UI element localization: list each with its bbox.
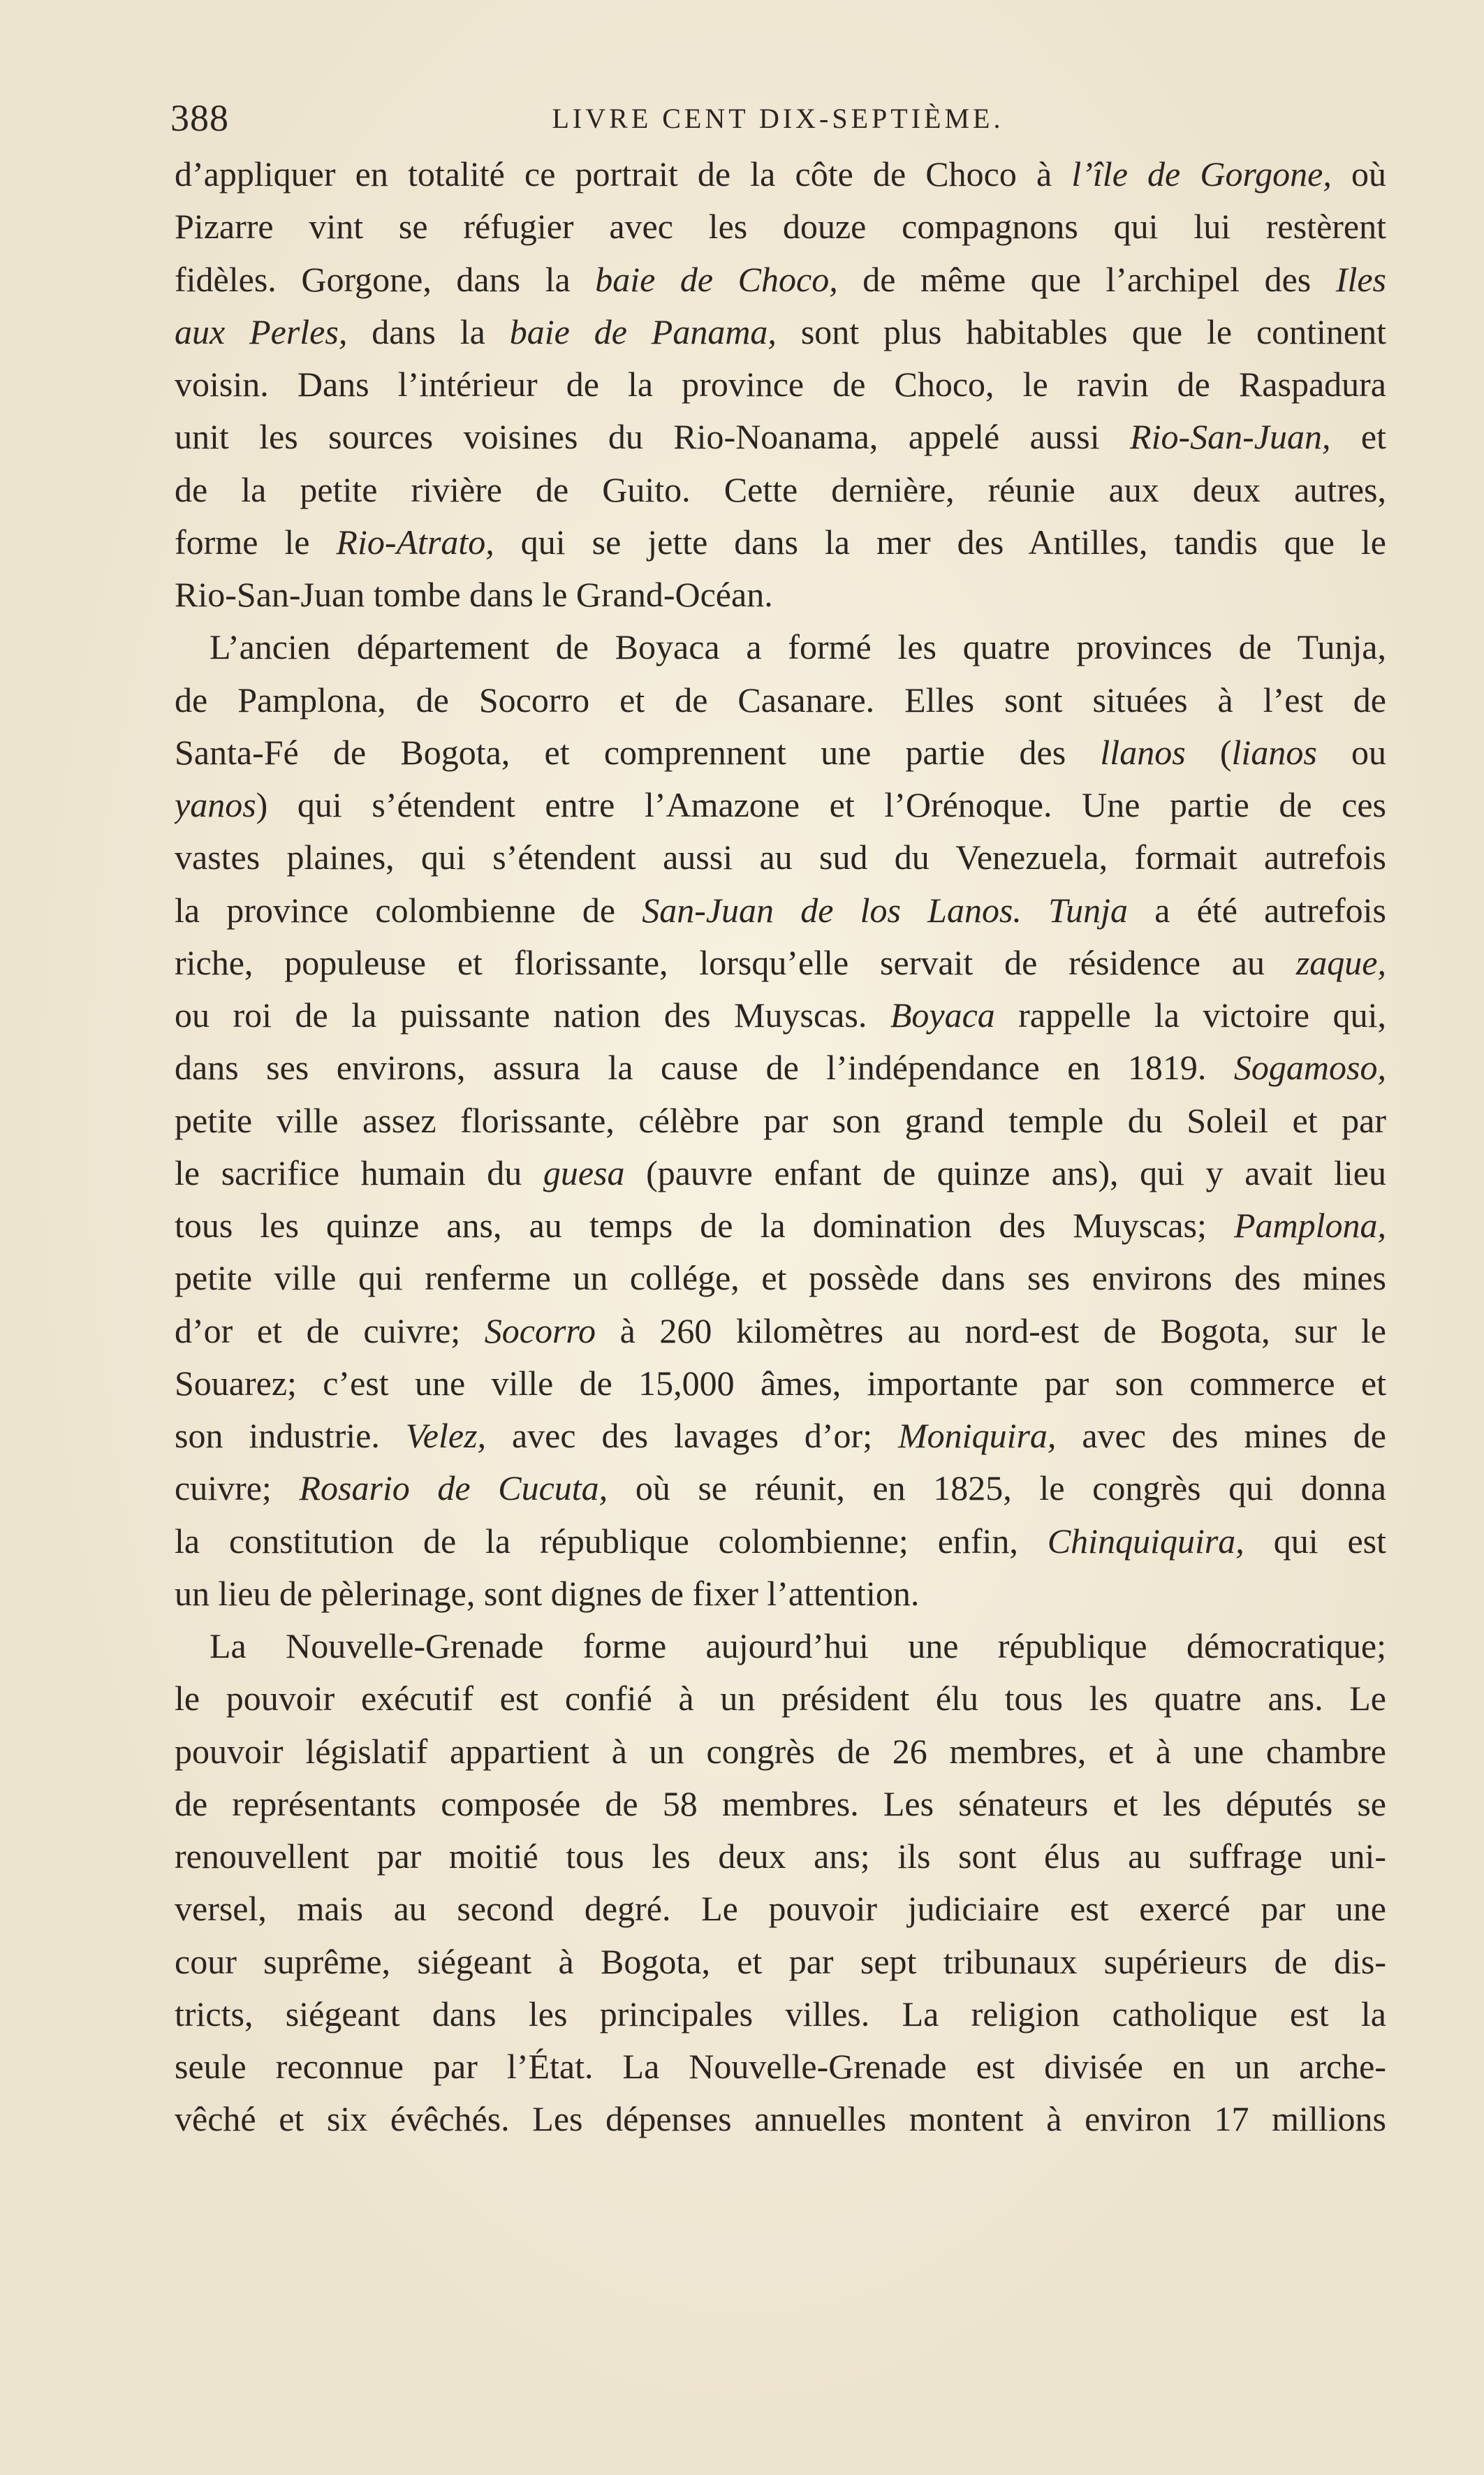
text-line bbox=[175, 937, 1386, 989]
text-segment: de même que l’archipel des bbox=[837, 259, 1336, 299]
italic-text: guesa bbox=[543, 1153, 625, 1192]
text-line bbox=[175, 1462, 1386, 1514]
italic-text: Pamplona, bbox=[1233, 1206, 1386, 1245]
text-segment: ( bbox=[1185, 732, 1232, 772]
text-segment: qui se jette dans la mer des Antilles, tandis que le bbox=[494, 522, 1386, 562]
text-segment: tous les quinze ans, au temps de la domination des Muyscas; bbox=[175, 1206, 1234, 1245]
text-line bbox=[175, 358, 1386, 411]
italic-text: Rio-Atrato, bbox=[336, 522, 494, 562]
text-line bbox=[175, 148, 1386, 200]
text-segment: ou bbox=[1316, 732, 1386, 772]
text-line bbox=[175, 1515, 1386, 1568]
italic-text: Moniquira, bbox=[898, 1416, 1057, 1455]
text-line bbox=[175, 1988, 1386, 2040]
running-head bbox=[170, 96, 1386, 145]
text-line bbox=[175, 254, 1386, 306]
running-title: LIVRE CENT DIX-SEPTIÈME. bbox=[552, 103, 1004, 134]
text-segment: qui est bbox=[1244, 1521, 1386, 1561]
text-line bbox=[175, 2093, 1386, 2145]
text-segment: où bbox=[1331, 154, 1386, 194]
text-segment: tricts, siégeant dans les principales villes. La religion catholique est la bbox=[175, 1994, 1386, 2034]
text-segment: cour suprême, siégeant à Bogota, et par sept tribunaux supérieurs de dis- bbox=[175, 1941, 1386, 1981]
text-line bbox=[175, 1568, 1386, 1620]
text-line bbox=[175, 989, 1386, 1042]
text-segment: sont plus habitables que le continent bbox=[776, 312, 1386, 351]
text-line bbox=[175, 306, 1386, 358]
text-segment: renouvellent par moitié tous les deux ans; ils sont élus au suffrage uni- bbox=[175, 1837, 1386, 1876]
italic-text: aux Perles, bbox=[175, 312, 348, 351]
italic-text: Sogamoso, bbox=[1233, 1048, 1386, 1088]
body-text bbox=[175, 148, 1386, 2146]
text-line bbox=[175, 674, 1386, 727]
text-segment: L’ancien département de Boyaca a formé les quatre provinces de Tunja, bbox=[210, 627, 1386, 667]
italic-text: Boyaca bbox=[890, 995, 995, 1035]
text-line bbox=[175, 464, 1386, 516]
text-line bbox=[175, 1936, 1386, 1988]
text-segment: (pauvre enfant de quinze ans), qui y avait lieu bbox=[624, 1153, 1386, 1192]
text-line bbox=[175, 621, 1386, 673]
italic-text: Chinquiquira, bbox=[1047, 1521, 1244, 1561]
italic-text: Rosario de Cucuta, bbox=[299, 1468, 608, 1508]
text-segment: Rio-San-Juan tombe dans le Grand-Océan. bbox=[175, 575, 773, 614]
text-line bbox=[175, 569, 1386, 621]
text-line bbox=[175, 1883, 1386, 1935]
text-segment: forme le bbox=[175, 522, 337, 562]
text-segment: et bbox=[1330, 417, 1386, 457]
text-segment: pouvoir législatif appartient à un congrès de 26 membres, et à une chambre bbox=[175, 1731, 1386, 1771]
text-segment: où se réunit, en 1825, le congrès qui donna bbox=[608, 1468, 1386, 1508]
text-segment: petite ville assez florissante, célèbre par son grand temple du Soleil et par bbox=[175, 1100, 1386, 1140]
italic-text: baie de Panama, bbox=[509, 312, 777, 351]
text-segment: Santa-Fé de Bogota, et comprennent une partie des bbox=[175, 732, 1101, 772]
text-line bbox=[175, 727, 1386, 779]
italic-text: l’île de Gorgone, bbox=[1071, 154, 1332, 194]
text-segment: Pizarre vint se réfugier avec les douze compagnons qui lui restèrent bbox=[175, 207, 1386, 247]
page-number: 388 bbox=[170, 97, 229, 139]
italic-text: Socorro bbox=[484, 1310, 596, 1350]
text-segment: seule reconnue par l’État. La Nouvelle-Grenade est divisée en un arche- bbox=[175, 2047, 1386, 2086]
text-line bbox=[175, 1830, 1386, 1883]
text-segment: de représentants composée de 58 membres. Les sénateurs et les députés se bbox=[175, 1783, 1386, 1823]
text-line bbox=[175, 1357, 1386, 1410]
text-segment: petite ville qui renferme un collége, et possède dans ses environs des mines bbox=[175, 1258, 1386, 1298]
text-line bbox=[175, 1252, 1386, 1304]
text-segment: riche, populeuse et florissante, lorsqu’elle servait de résidence au bbox=[175, 942, 1296, 982]
text-segment: vastes plaines, qui s’étendent aussi au sud du Venezuela, formait autrefois bbox=[175, 838, 1386, 877]
text-segment: la constitution de la république colombienne; enfin, bbox=[175, 1521, 1048, 1561]
italic-text: Velez, bbox=[405, 1416, 487, 1455]
text-line bbox=[175, 1672, 1386, 1725]
text-segment: ) qui s’étendent entre l’Amazone et l’Orénoque. Une partie de ces bbox=[256, 785, 1386, 824]
text-segment: dans ses environs, assura la cause de l’indépendance en 1819. bbox=[175, 1048, 1234, 1088]
text-segment: voisin. Dans l’intérieur de la province de Choco, le ravin de Raspadura bbox=[175, 365, 1386, 404]
text-line bbox=[175, 884, 1386, 937]
text-line bbox=[175, 1199, 1386, 1252]
text-line bbox=[175, 1095, 1386, 1147]
italic-text: lianos bbox=[1231, 732, 1317, 772]
text-segment: La Nouvelle-Grenade forme aujourd’hui une république démocratique; bbox=[210, 1626, 1386, 1665]
italic-text: Rio-San-Juan, bbox=[1130, 417, 1331, 457]
text-segment: d’appliquer en totalité ce portrait de la côte de Choco à bbox=[175, 154, 1072, 194]
text-segment: unit les sources voisines du Rio-Noanama, appelé aussi bbox=[175, 417, 1131, 457]
text-segment: avec des lavages d’or; bbox=[486, 1416, 899, 1455]
text-line bbox=[175, 2040, 1386, 2093]
italic-text: Iles bbox=[1335, 259, 1386, 299]
text-segment: Souarez; c’est une ville de 15,000 âmes, importante par son commerce et bbox=[175, 1363, 1386, 1403]
text-line bbox=[175, 1620, 1386, 1672]
text-segment: de Pamplona, de Socorro et de Casanare. Elles sont situées à l’est de bbox=[175, 680, 1386, 720]
text-line bbox=[175, 1147, 1386, 1199]
text-segment: de la petite rivière de Guito. Cette dernière, réunie aux deux autres, bbox=[175, 469, 1386, 509]
text-segment: d’or et de cuivre; bbox=[175, 1310, 485, 1350]
italic-text: San-Juan de los Lanos. Tunja bbox=[642, 890, 1129, 930]
text-line bbox=[175, 1305, 1386, 1357]
italic-text: llanos bbox=[1100, 732, 1186, 772]
text-segment: le pouvoir exécutif est confié à un président élu tous les quatre ans. Le bbox=[175, 1679, 1386, 1718]
text-line bbox=[175, 779, 1386, 831]
text-line bbox=[175, 831, 1386, 884]
italic-text: zaque, bbox=[1295, 942, 1386, 982]
text-line bbox=[175, 1778, 1386, 1830]
text-segment: a été autrefois bbox=[1128, 890, 1386, 930]
italic-text: baie de Choco, bbox=[595, 259, 838, 299]
text-line bbox=[175, 1725, 1386, 1778]
text-segment: dans la bbox=[347, 312, 510, 351]
text-segment: avec des mines de bbox=[1056, 1416, 1386, 1455]
text-segment: un lieu de pèlerinage, sont dignes de fixer l’attention. bbox=[175, 1573, 920, 1613]
text-line bbox=[175, 516, 1386, 569]
text-segment: le sacrifice humain du bbox=[175, 1153, 543, 1192]
text-line bbox=[175, 411, 1386, 463]
text-line bbox=[175, 200, 1386, 253]
text-segment: vêché et six évêchés. Les dépenses annuelles montent à environ 17 millions bbox=[175, 2099, 1386, 2139]
text-segment: cuivre; bbox=[175, 1468, 300, 1508]
text-segment: fidèles. Gorgone, dans la bbox=[175, 259, 596, 299]
italic-text: yanos bbox=[175, 785, 256, 824]
text-line bbox=[175, 1410, 1386, 1462]
text-segment: à 260 kilomètres au nord-est de Bogota, sur le bbox=[596, 1310, 1386, 1350]
text-segment: la province colombienne de bbox=[175, 890, 642, 930]
text-segment: son industrie. bbox=[175, 1416, 406, 1455]
text-segment: versel, mais au second degré. Le pouvoir judiciaire est exercé par une bbox=[175, 1889, 1386, 1929]
text-line bbox=[175, 1042, 1386, 1094]
text-segment: rappelle la victoire qui, bbox=[994, 995, 1386, 1035]
text-segment: ou roi de la puissante nation des Muyscas. bbox=[175, 995, 890, 1035]
